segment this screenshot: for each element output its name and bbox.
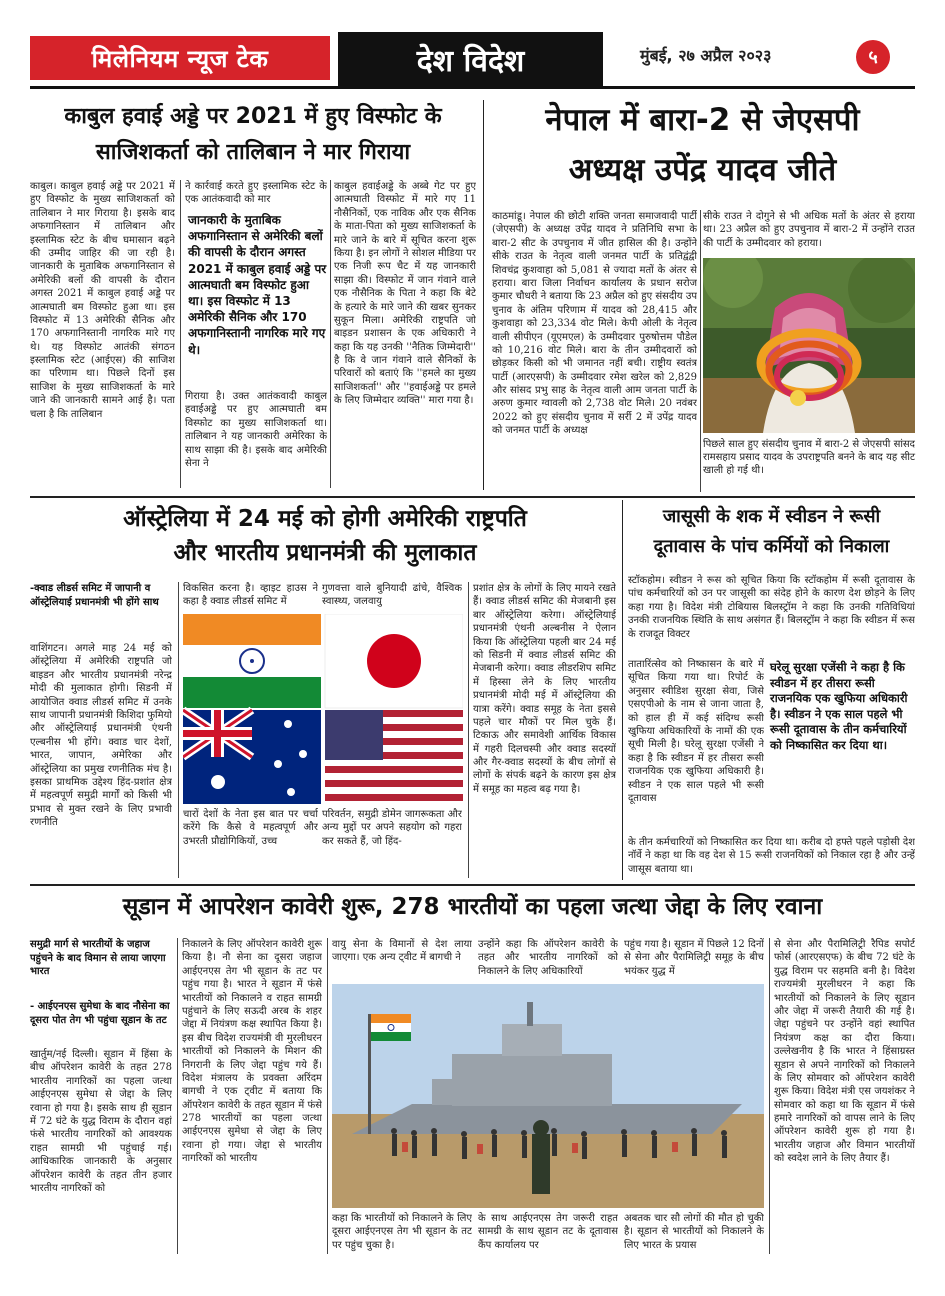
nepal-headline-1: नेपाल में बारा-2 से जेएसपी <box>545 102 860 138</box>
section-rule <box>30 884 915 886</box>
section-divider <box>483 100 484 490</box>
quad-headline-1: ऑस्ट्रेलिया में 24 मई को होगी अमेरिकी राष्ट्रपति <box>123 506 527 532</box>
nepal-photo-caption: पिछले साल हुए संसदीय चुनाव में बारा-2 से जेएसपी सांसद रामसहाय प्रसाद यादव के उपराष्ट्रपति बनने के बाद यह सीट खाली हो गई थी। <box>703 439 915 476</box>
sweden-headline-1: जासूसी के शक में स्वीडन ने रूसी <box>662 506 881 527</box>
kabul-headline-2: साजिशकर्ता को तालिबान ने मार गिराया <box>95 140 411 165</box>
column-divider <box>327 938 328 1254</box>
nepal-headline-2: अध्यक्ष उपेंद्र यादव जीते <box>568 152 837 188</box>
quad-column-1: वाशिंगटन। अगले माह 24 मई को ऑस्ट्रेलिया में अमेरिकी राष्ट्रपति जो बाइडन और भारतीय प्रधानमंत्री नरेन्द्र मोदी की मुलाकात होगी। सिडनी में आयोजित क्वाड लीडर्स समिट में उनके साथ जापानी प्रधानमंत्री किशिदा फुमियो और ऑस्ट्रेलियाई प्रधानमंत्री एंथनी एल्बनीस भी होंगे। क्वाड चार देशों, भारत, जापान, अमेरिका और ऑस्ट्रेलिया का प्रमुख रणनीतिक मंच है। इसका प्राथमिक उद्देश्य हिंद-प्रशांत क्षेत्र में महत्वपूर्ण समुद्री मार्गों को किसी भी प्रभाव से मुक्त रखने के लिए प्रभावी रणनीति <box>30 643 172 829</box>
kabul-column-1: काबुल। काबुल हवाई अड्डे पर 2021 में हुए विस्फोट के मुख्य साजिशकर्ता को तालिबान ने मार गिराया है। इसके बाद अफगानिस्तान में तालिबान और इस्लामिक स्टेट के बीच घमासान बढ़ने की उम्मीद जाहिर की जा रही है। जानकारी के मुताबिक अफगानिस्तान से अमेरिकी बलों की वापसी के दौरान अगस्त 2021 में काबुल हवाई अड्डे पर आत्मघाती बम विस्फोट हुआ था। इस विस्फोट में 13 अमेरिकी सैनिक और 170 अफगानिस्तानी नागरिक मारे गए थे। यह विस्फोट आतंकी संगठन इस्लामिक स्टेट (आईएस) की साजिश का परिणाम था। पिछले दिनों इस साजिश के मुख्य साजिशकर्ता के मारे जाने की जानकारी सामने आई है। पता चला है कि तालिबान <box>30 181 175 420</box>
quad-subhead: -क्वाड लीडर्स समिट में जापानी व ऑस्ट्रेलियाई प्रधानमंत्री भी होंगे साथ <box>30 583 159 608</box>
australia-flag-icon <box>183 710 321 804</box>
column-divider <box>180 180 181 488</box>
paper-name: मिलेनियम न्यूज टेक <box>30 36 330 80</box>
nepal-column-1: काठमांडू। नेपाल की छोटी शक्ति जनता समाजवादी पार्टी (जेएसपी) के अध्यक्ष उपेंद्र यादव ने प्रतिनिधि सभा के बारा-2 सीट के उपचुनाव में जीत हासिल की है। उन्होंने सीके राउत के नेतृत्व वाली जनमत पार्टी के प्रतिद्वंद्वी शिवचंद्र कुशवाहा को 5,081 से ज्यादा मतों के अंतर से हराया। बारा जिला निर्वाचन कार्यालय के प्रधान सरोज कुमार चौधरी ने बताया कि 23 अप्रैल को हुए संसदीय उप चुनाव के अंतिम परिणाम में यादव को 28,415 और कुशवाहा को 23,334 वोट मिले। केपी ओली के नेतृत्व वाली सीपीएन (यूएमएल) के उम्मीदवार पुरुषोत्तम पौडेल को 10,216 वोट मिले। बारा के तीन उम्मीदवारों को छोड़कर किसी को भी जमानत नहीं बची। राष्ट्रीय स्वतंत्र पार्टी (आरएसपी) के उम्मीदवार रमेश खरेल को 2,829 और सांसद प्रभु साह के नेतृत्व वाली आम जनता पार्टी के अरुण कुमार ग्वावली को 2,738 वोट मिले। 20 नवंबर 2022 को हुए संसदीय चुनाव में सर्री 2 में उपेंद्र यादव को जनमत पार्टी के अध्यक्ष <box>492 211 697 437</box>
quad-flags-image <box>183 614 463 804</box>
sudan-column-6: से सेना और पैरामिलिट्री रैपिड सपोर्ट फोर्स (आरएसएफ) के बीच 72 घंटे के युद्ध विराम पर सहमति बनी है। विदेश राज्यमंत्री मुरलीधरन ने कहा कि भारतीयों को निकालने के लिए सूडान और जेद्दा में जरूरी तैयारी की गई है। जेद्दा पहुंचने पर उन्होंने वहां स्थापित नियंत्रण कक्ष का दौरा किया। उल्लेखनीय है कि भारत ने हिंसाग्रस्त सूडान से अपने नागरिकों को निकालने के लिए सोमवार को ऑपरेशन कावेरी शुरू किया। विदेश मंत्री एस जयशंकर ने सोमवार को कहा था कि सूडान में फंसे हमारे नागरिकों को वापस लाने के लिए ऑपरेशन कावेरी शुरू हो गया है। भारतीय जहाज और विमान भारतीयों को स्वदेश लाने के लिए तैयार हैं। <box>774 939 915 1165</box>
quad-column-2-top: विकसित करना है। व्हाइट हाउस ने कहा है क्वाड लीडर्स समिट में <box>183 583 318 608</box>
issue-date: मुंबई, २७ अप्रैल २०२३ <box>640 46 772 65</box>
quad-column-4: प्रशांत क्षेत्र के लोगों के लिए मायने रखते हैं। क्वाड लीडर्स समिट की मेजबानी इस बार ऑस्ट्रेलिया करेगा। ऑस्ट्रेलियाई प्रधानमंत्री एंथनी अल्बनीस ने ऐलान किया कि ऑस्ट्रेलिया पहली बार 24 मई को सिडनी में क्वाड लीडर्स समिट की मेजबानी करेगा। क्वाड लीडरशिप समिट में हिस्सा लेने के लिए भारतीय प्रधानमंत्री मोदी मई में ऑस्ट्रेलिया की यात्रा करेंगे। क्वाड समूह के नेता इससे पहले चार मौकों पर मिल चुके हैं। टिकाऊ और समावेशी आर्थिक विकास में गहरी दिलचस्पी और क्वाड सदस्यों और गैर-क्वाड सदस्यों के बीच लोगों से लोगों के संपर्क बढ़ने के कारण इस क्षेत्र में समूह का महत्व बढ़ गया है। <box>473 583 616 795</box>
column-divider <box>468 582 469 878</box>
masthead-rule <box>30 86 915 89</box>
sweden-headline-2: दूतावास के पांच कर्मियों को निकाला <box>653 536 890 557</box>
sudan-column-2: निकालने के लिए ऑपरेशन कावेरी शुरू किया है। नौ सेना का दूसरा जहाज आईएनएस तेग भी सूडान के तट पर पहुंच गया है। भारत ने सूडान में फंसे भारतीयों को निकालने व राहत सामग्री पहुंचाने के लिए सऊदी अरब के शहर जेद्दा में नियंत्रण कक्ष स्थापित किया है। इस बीच विदेश राज्यमंत्री वी मुरलीधरन भारतीयों को निकालने के मिशन की निगरानी के लिए जेद्दा पहुंच गये हैं। विदेश मंत्रालय के प्रवक्ता अरिंदम बागची ने एक ट्वीट में बताया कि ऑपरेशन कावेरी के तहत सूडान में फंसे 278 भारतीयों का पहला जत्था आईएनएस सुमेधा से जेद्दा के लिए रवाना हो गया। जेद्दा से भारतीय नागरिकों को भारतीय <box>182 939 322 1165</box>
quad-column-3-bottom: परिवर्तन, समुद्री डोमेन जागरूकता और अन्य मुद्दों पर अपने सहयोग को गहरा कर सकते हैं, जो हिंद- <box>322 809 462 847</box>
sweden-tail: के तीन कर्मचारियों को निष्कासित कर दिया था। करीब दो हफ्ते पहले पड़ोसी देश नॉर्वे ने कहा था कि वह देश से 15 रूसी राजनयिकों को निकाल रहा है और उन्हें जासूस बताया था। <box>628 837 915 875</box>
quad-column-3-top: गुणवत्ता वाले बुनियादी ढांचे, वैश्विक स्वास्थ्य, जलवायु <box>322 583 462 608</box>
india-flag-icon <box>183 614 321 708</box>
nepal-photo <box>703 258 915 433</box>
sudan-ship-photo <box>332 984 764 1208</box>
sudan-column-5-top: पहुंच गया है। सूडान में पिछले 12 दिनों से सेना और पैरामिलिट्री समूह के बीच भयंकर युद्ध में <box>624 939 764 977</box>
sudan-subhead-1: समुद्री मार्ग से भारतीयों के जहाज पहुंचने के बाद विमान से लाया जाएगा भारत <box>30 939 166 977</box>
nepal-column-2: सीके राउत ने दोगुने से भी अधिक मतों के अंतर से हराया था। 23 अप्रैल को हुए उपचुनाव में बारा-2 में उन्होंने राउत की पार्टी के उम्मीदवार को हराया। <box>703 211 915 249</box>
sudan-headline: सूडान में आपरेशन कावेरी शुरू, 278 भारतीयों का पहला जत्था जेद्दा के लिए रवाना <box>122 894 823 920</box>
sudan-column-3-top: वायु सेना के विमानों से देश लाया जाएगा। एक अन्य ट्वीट में बागची ने <box>332 939 472 964</box>
sudan-column-1: खार्तुम/नई दिल्ली। सूडान में हिंसा के बीच ऑपरेशन कावेरी के तहत 278 भारतीय नागरिकों का पहला जत्था आईएनएस सुमेधा से जेद्दा के लिए रवाना हो गया है। इसके साथ ही सूडान में 72 घंटे के युद्ध विराम के दौरान वहां फंसे भारतीय नागरिकों को आवश्यक राहत सामग्री भी पहुंचाई गई। आधिकारिक जानकारी के अनुसार ऑपरेशन कावेरी के तहत तीन हजार भारतीय नागरिकों को <box>30 1049 172 1194</box>
quad-headline-2: और भारतीय प्रधानमंत्री की मुलाकात <box>173 540 477 566</box>
column-divider <box>178 582 179 878</box>
sweden-column-left: तातारिंत्सेव को निष्कासन के बारे में सूचित किया गया था। रिपोर्ट के अनुसार स्वीडिश सुरक्षा सेवा, जिसे एसएपीओ के नाम से जाना जाता है, को हाल ही में कई संदिग्ध रूसी खुफिया अधिकारियों के नामों की एक सूची मिली है। घरेलू सुरक्षा एजेंसी ने कहा है कि स्वीडन में हर तीसरा रूसी राजनयिक एक खुफिया अधिकारी है। स्वीडन ने एक साल पहले भी रूसी दूतावास <box>628 659 764 804</box>
column-divider <box>700 210 701 492</box>
column-divider <box>177 938 178 1254</box>
sudan-column-4-top: उन्होंने कहा कि ऑपरेशन कावेरी के तहत और भारतीय नागरिकों को निकालने के लिए अधिकारियों <box>478 939 618 977</box>
column-divider <box>769 938 770 1254</box>
kabul-headline-1: काबुल हवाई अड्डे पर 2021 में हुए विस्फोट के <box>64 104 442 129</box>
usa-flag-icon <box>325 710 463 804</box>
section-divider <box>622 500 623 880</box>
japan-flag-icon <box>325 614 463 708</box>
india-flag-icon <box>371 1014 411 1041</box>
kabul-column-3: काबुल हवाईअड्डे के अब्बे गेट पर हुए आत्मघाती विस्फोट में मारे गए 11 नौसैनिकों, एक नाविक और एक सैनिक के माता-पिता को मुख्य साजिशकर्ता के मारे जाने के बारे में सूचित करना शुरू किया है। इन लोगों ने सोशल मीडिया पर एक निजी रूप चैट में यह जानकारी साझा की। विस्फोट में जान गंवाने वाले एक नौसैनिक के पिता ने कहा कि बेटे के हत्यारे के मारे जाने की खबर सुनकर सुकून मिला। अमेरिकी राष्ट्रपति जो बाइडन प्रशासन के एक अधिकारी ने कहा कि यह उनकी ''नैतिक जिम्मेदारी'' है कि वे जान गंवाने वाले सैनिकों के परिवारों को बताएं कि ''हमले का मुख्य साजिशकर्ता'' और ''हवाईअड्डे पर हमले के लिए जिम्मेदार व्यक्ति'' मारा गया है। <box>334 181 476 407</box>
sudan-subhead-2: - आईएनएस सुमेधा के बाद नौसेना का दूसरा पोत तेग भी पहुंचा सूडान के तट <box>30 1001 170 1026</box>
kabul-column-2-top: ने कार्रवाई करते हुए इस्लामिक स्टेट के एक आतंकवादी को मार <box>185 181 327 206</box>
sudan-column-3-bottom: कहा कि भारतीयों को निकालने के लिए दूसरा आईएनएस तेग भी सूडान के तट पर पहुंच चुका है। <box>332 1213 472 1251</box>
sudan-column-5-bottom: अबतक चार सौ लोगों की मौत हो चुकी है। सूडान से भारतीयों को निकालने के लिए भारत के प्रयास <box>624 1213 764 1251</box>
sweden-callout: घरेलू सुरक्षा एजेंसी ने कहा है कि स्वीडन में हर तीसरा रूसी राजनयिक एक खुफिया अधिकारी है। स्वीडन ने एक साल पहले भी रूसी दूतावास के तीन कर्मचारियों को निष्कासित कर दिया था। <box>770 660 908 752</box>
page-number: ५ <box>856 40 890 74</box>
column-divider <box>330 180 331 488</box>
sweden-lead: स्टॉकहोम। स्वीडन ने रूस को सूचित किया कि स्टॉकहोम में रूसी दूतावास के पांच कर्मचारियों को उन पर जासूसी का संदेह होने के कारण देश छोड़ने के लिए कहा गया है। विदेश मंत्री टोबियास बिलस्ट्रॉम ने कहा कि उनकी गतिविधियां उनकी राजनयिक स्थिति के साथ असंगत हैं। बिलस्ट्रॉम ने कहा कि स्वीडन में रूस के राजदूत विक्टर <box>628 575 915 640</box>
section-title: देश विदेश <box>338 32 603 86</box>
kabul-callout: जानकारी के मुताबिक अफगानिस्तान से अमेरिकी बलों की वापसी के दौरान अगस्त 2021 में काबुल हवाई अड्डे पर आत्मघाती बम विस्फोट हुआ था। इस विस्फोट में 13 अमेरिकी सैनिक और 170 अफगानिस्तानी नागरिक मारे गए थे। <box>188 213 327 357</box>
section-rule <box>30 496 915 498</box>
kabul-column-2-bottom: गिराया है। उक्त आतंकवादी काबुल हवाईअड्डे पर हुए आत्मघाती बम विस्फोट का मुख्य साजिशकर्ता था। तालिबान ने यह जानकारी अमेरिका के साथ साझा की है। इसके बाद अमेरिकी सेना ने <box>185 391 327 469</box>
quad-column-2-bottom: चारों देशों के नेता इस बात पर चर्चा करेंगे कि कैसे वे महत्वपूर्ण और उभरती प्रौद्योगिकियों, उच्च <box>183 809 318 847</box>
sudan-column-4-bottom: के साथ आईएनएस तेग जरूरी राहत सामग्री के साथ सूडान तट के दूतावास कैंप कार्यालय पर <box>478 1213 618 1251</box>
